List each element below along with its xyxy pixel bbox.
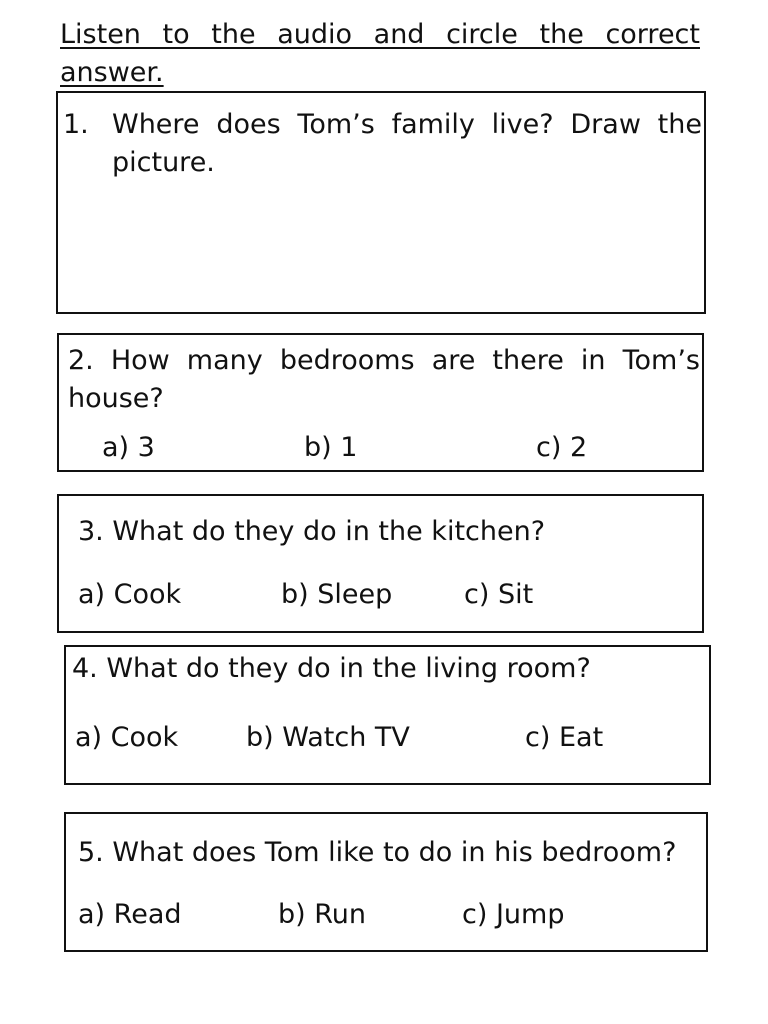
question-5-box bbox=[64, 812, 708, 952]
question-1-text: Where does Tom’s family live? Draw the picture. bbox=[112, 109, 702, 178]
question-3-option-a[interactable]: a) Cook bbox=[78, 579, 182, 610]
question-5-option-b[interactable]: b) Run bbox=[278, 899, 367, 930]
worksheet-instruction: Listen to the audio and circle the correct answer. bbox=[60, 19, 700, 88]
question-4-option-c[interactable]: c) Eat bbox=[525, 722, 604, 753]
question-4-option-b[interactable]: b) Watch TV bbox=[246, 722, 410, 753]
question-4-option-a[interactable]: a) Cook bbox=[75, 722, 179, 753]
question-3-box bbox=[57, 494, 704, 633]
question-2-option-b[interactable]: b) 1 bbox=[304, 432, 358, 463]
question-5-text: 5. What does Tom like to do in his bedroom? bbox=[78, 837, 677, 868]
question-3-option-b[interactable]: b) Sleep bbox=[281, 579, 393, 610]
question-2-option-a[interactable]: a) 3 bbox=[102, 432, 155, 463]
question-5-option-a[interactable]: a) Read bbox=[78, 899, 182, 930]
question-1-number: 1. bbox=[63, 109, 89, 140]
question-4-text: 4. What do they do in the living room? bbox=[72, 653, 591, 684]
question-2-box bbox=[57, 333, 704, 472]
question-1-box[interactable] bbox=[56, 91, 706, 314]
question-2-option-c[interactable]: c) 2 bbox=[536, 432, 588, 463]
question-3-option-c[interactable]: c) Sit bbox=[464, 579, 534, 610]
question-2-text: 2. How many bedrooms are there in Tom’s house? bbox=[68, 345, 700, 414]
question-5-option-c[interactable]: c) Jump bbox=[462, 899, 565, 930]
question-3-text: 3. What do they do in the kitchen? bbox=[78, 516, 546, 547]
question-4-box bbox=[64, 645, 711, 785]
